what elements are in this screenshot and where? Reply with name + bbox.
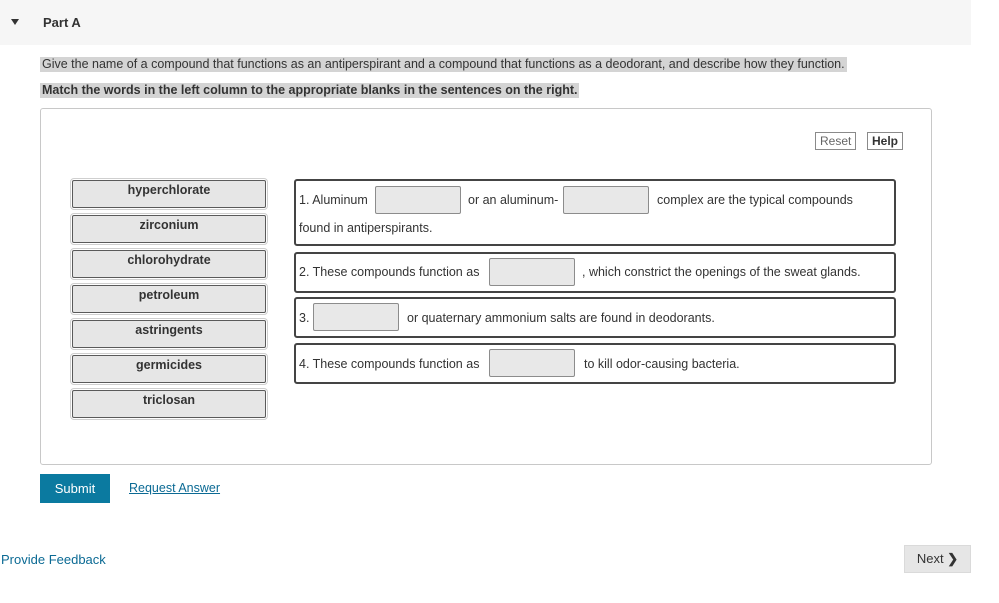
submit-button[interactable]: Submit [40,474,110,503]
next-label: Next [916,551,944,566]
reset-button[interactable]: Reset [815,132,856,150]
word-tile-germicides[interactable] [72,355,266,383]
part-header[interactable] [0,0,971,45]
word-tile-petroleum[interactable] [72,285,266,313]
sentence-4-text-a: 4. These compounds function as [299,357,480,371]
sentence-1-text-a: 1. Aluminum [299,193,368,207]
sentence-2-text-b: , which constrict the openings of the sweat glands. [582,265,861,279]
question-prompt: Give the name of a compound that functions as an antiperspirant and a compound that functions as a deodorant, and describe how they function. [42,57,845,71]
word-tile-chlorohydrate[interactable] [72,250,266,278]
next-button[interactable] [904,545,971,573]
collapse-caret-icon[interactable] [11,19,19,25]
sentence-3-text-a: 3. [299,311,310,325]
drop-blank-4[interactable] [313,303,399,331]
word-tile-hyperchlorate[interactable] [72,180,266,208]
word-tile-label: astringents [135,323,203,337]
word-tile-label: chlorohydrate [127,253,211,267]
word-tile-label: zirconium [139,218,199,232]
sentence-1-text-b: or an aluminum- [468,193,559,207]
word-tile-label: petroleum [138,288,200,302]
word-tile-label: germicides [135,358,202,372]
drop-blank-1[interactable] [375,186,461,214]
drop-blank-5[interactable] [489,349,575,377]
question-instruction: Match the words in the left column to the appropriate blanks in the sentences on the right. [42,83,578,97]
word-tile-label: triclosan [142,393,196,407]
word-tile-triclosan[interactable] [72,390,266,418]
sentence-4-text-b: to kill odor-causing bacteria. [584,357,740,371]
sentence-1-text-c: complex are the typical compounds [657,193,853,207]
sentence-1-text-d: found in antiperspirants. [299,221,433,235]
drop-blank-2[interactable] [563,186,649,214]
chevron-right-icon: ❯ [947,551,959,566]
help-button[interactable]: Help [867,132,903,150]
word-tile-astringents[interactable] [72,320,266,348]
word-tile-label: hyperchlorate [127,183,211,197]
request-answer-link[interactable]: Request Answer [129,481,221,495]
word-tile-zirconium[interactable] [72,215,266,243]
drop-blank-3[interactable] [489,258,575,286]
part-title: Part A [43,15,81,30]
provide-feedback-link[interactable]: Provide Feedback [1,552,106,567]
sentence-2-text-a: 2. These compounds function as [299,265,480,279]
sentence-3-text-b: or quaternary ammonium salts are found in deodorants. [407,311,715,325]
